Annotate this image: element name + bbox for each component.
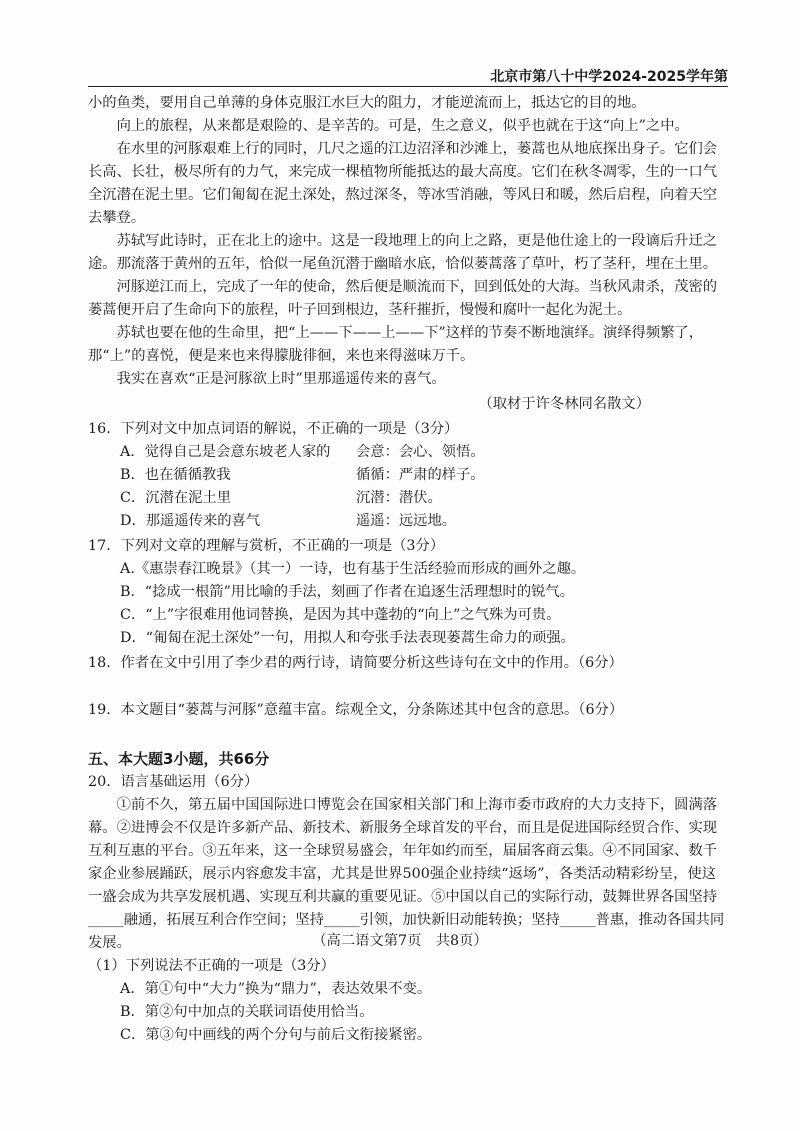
answer-space xyxy=(88,722,728,744)
question-18: 18．作者在文中引用了李少君的两行诗，请简要分析这些诗句在文中的作用。（6分） xyxy=(88,655,623,671)
article-paragraph: 我实在喜欢“正是河豚欲上时”里那遥遥传来的喜气。 xyxy=(116,371,446,387)
question-16 xyxy=(88,418,728,533)
option-d: D．“匍匐在泥土深处”一句，用拟人和夸张手法表现蒌蒿生命力的顽强。 xyxy=(120,630,575,646)
passage-paragraph: ①前不久，第五届中国国际进口博览会在国家相关部门和上海市委市政府的大力支持下，圆满落幕。②进博会不仅是许多新产品、新技术、新服务全球首发的平台，而且是促进国际经贸合作、实现互利互惠的平台。③五年来，这一全球贸易盛会，年年如约而至，届届客商云集。④不同国家、数千家企业参展踊跃，展示内容愈发丰富，尤其是世界500强企业持续“返场”，各类活动精彩纷呈，使这一盛会成为共享发展机遇、实现互利共赢的重要见证。⑤中国以自己的实际行动，鼓舞世界各国坚持_____融通，拓展互利合作空间；坚持_____引领，加快新旧动能转换；坚持_____普惠，推动各国共同发展。 xyxy=(88,797,725,951)
section-five xyxy=(88,748,728,1047)
option-c: C．“上”字很难用他词替换，是因为其中蓬勃的“向上”之气殊为可贵。 xyxy=(120,607,561,623)
option-explanation: 遥遥：远远地。 xyxy=(356,513,457,529)
article-paragraph: 向上的旅程，从来都是艰险的、是辛苦的。可是，生之意义，似乎也就在于这“向上”之中。 xyxy=(116,118,689,134)
option-a xyxy=(88,441,728,464)
option-phrase: C．沉潜在泥土里 xyxy=(120,490,232,506)
question-stem: 17．下列对文章的理解与赏析，不正确的一项是（3分） xyxy=(88,538,445,554)
option-c xyxy=(88,487,728,510)
answer-space xyxy=(88,675,728,697)
article-paragraph: 苏轼也要在他的生命里，把“上——下——上——下”这样的节奏不断地演绎。演绎得频繁了，那“上”的喜悦，便是来也来得朦胧徘徊，来也来得滋味万千。 xyxy=(88,325,704,364)
option-c: C．第③句中画线的两个分句与前后文衔接紧密。 xyxy=(120,1027,432,1043)
section-title: 五、本大题3小题，共66分 xyxy=(88,750,270,768)
article-source: （取材于许冬林同名散文） xyxy=(478,396,650,412)
header-rule xyxy=(88,86,728,87)
school-header: 北京市第八十中学2024-2025学年第 xyxy=(490,69,728,85)
option-b: B．“捻成一根箭”用比喻的手法，刻画了作者在追逐生活理想时的锐气。 xyxy=(120,584,575,600)
page-footer: （高二语文第7页 共8页） xyxy=(312,933,488,949)
article-line: 小的鱼类，要用自己单薄的身体克服江水巨大的阻力，才能逆流而上，抵达它的目的地。 xyxy=(88,95,646,111)
option-phrase: A．觉得自己是会意东坡老人家的 xyxy=(120,444,331,460)
option-d xyxy=(88,510,728,533)
page-body xyxy=(88,92,728,1047)
article-paragraph: 河豚逆江而上，完成了一年的使命，然后便是顺流而下，回到低处的大海。当秋风肃杀，茂密的蒌蒿便开启了生命向下的旅程，叶子回到根边，茎秆摧折，慢慢和腐叶一起化为泥土。 xyxy=(88,279,718,318)
option-explanation: 循循：严肃的样子。 xyxy=(356,467,485,483)
article-paragraph: 在水里的河豚艰难上行的同时，几尺之遥的江边沼泽和沙滩上，蒌蒿也从地底探出身子。它们会长高、长壮，极尽所有的力气，来完成一棵植物所能抵达的最大高度。它们在秋冬凋零，生的一口气全沉潜在泥土里。它们匍匐在泥土深处，熬过深冬，等冰雪消融，等风日和暖，然后启程，向着天空去攀登。 xyxy=(88,141,718,226)
question-20-title: 20．语言基础运用（6分） xyxy=(88,774,259,790)
article-text xyxy=(88,92,728,416)
option-b: B．第②句中加点的关联词语使用恰当。 xyxy=(120,1004,374,1020)
question-19: 19．本文题目“蒌蒿与河豚”意蕴丰富。综观全文，分条陈述其中包含的意思。（6分） xyxy=(88,702,624,718)
article-paragraph: 苏轼写此诗时，正在北上的途中。这是一段地理上的向上之路，更是他仕途上的一段谪后升迁之途。那流落于黄州的五年，恰似一尾鱼沉潜于幽暗水底，恰似蒌蒿落了草叶，朽了茎秆，埋在土里。 xyxy=(88,233,718,272)
option-phrase: B．也在循循教我 xyxy=(120,467,231,483)
question-17 xyxy=(88,535,728,650)
option-a: A．第①句中“大力”换为“鼎力”，表达效果不变。 xyxy=(120,981,432,997)
question-stem: 16．下列对文中加点词语的解说，不正确的一项是（3分） xyxy=(88,421,459,437)
option-b xyxy=(88,464,728,487)
option-explanation: 沉潜：潜伏。 xyxy=(356,490,442,506)
option-phrase: D．那遥遥传来的喜气 xyxy=(120,513,261,529)
option-explanation: 会意：会心、领悟。 xyxy=(356,444,485,460)
sub-question-1: （1）下列说法不正确的一项是（3分） xyxy=(88,958,335,974)
option-a: A.《惠崇春江晚景》（其一）一诗，也有基于生活经验而形成的画外之趣。 xyxy=(120,561,586,577)
